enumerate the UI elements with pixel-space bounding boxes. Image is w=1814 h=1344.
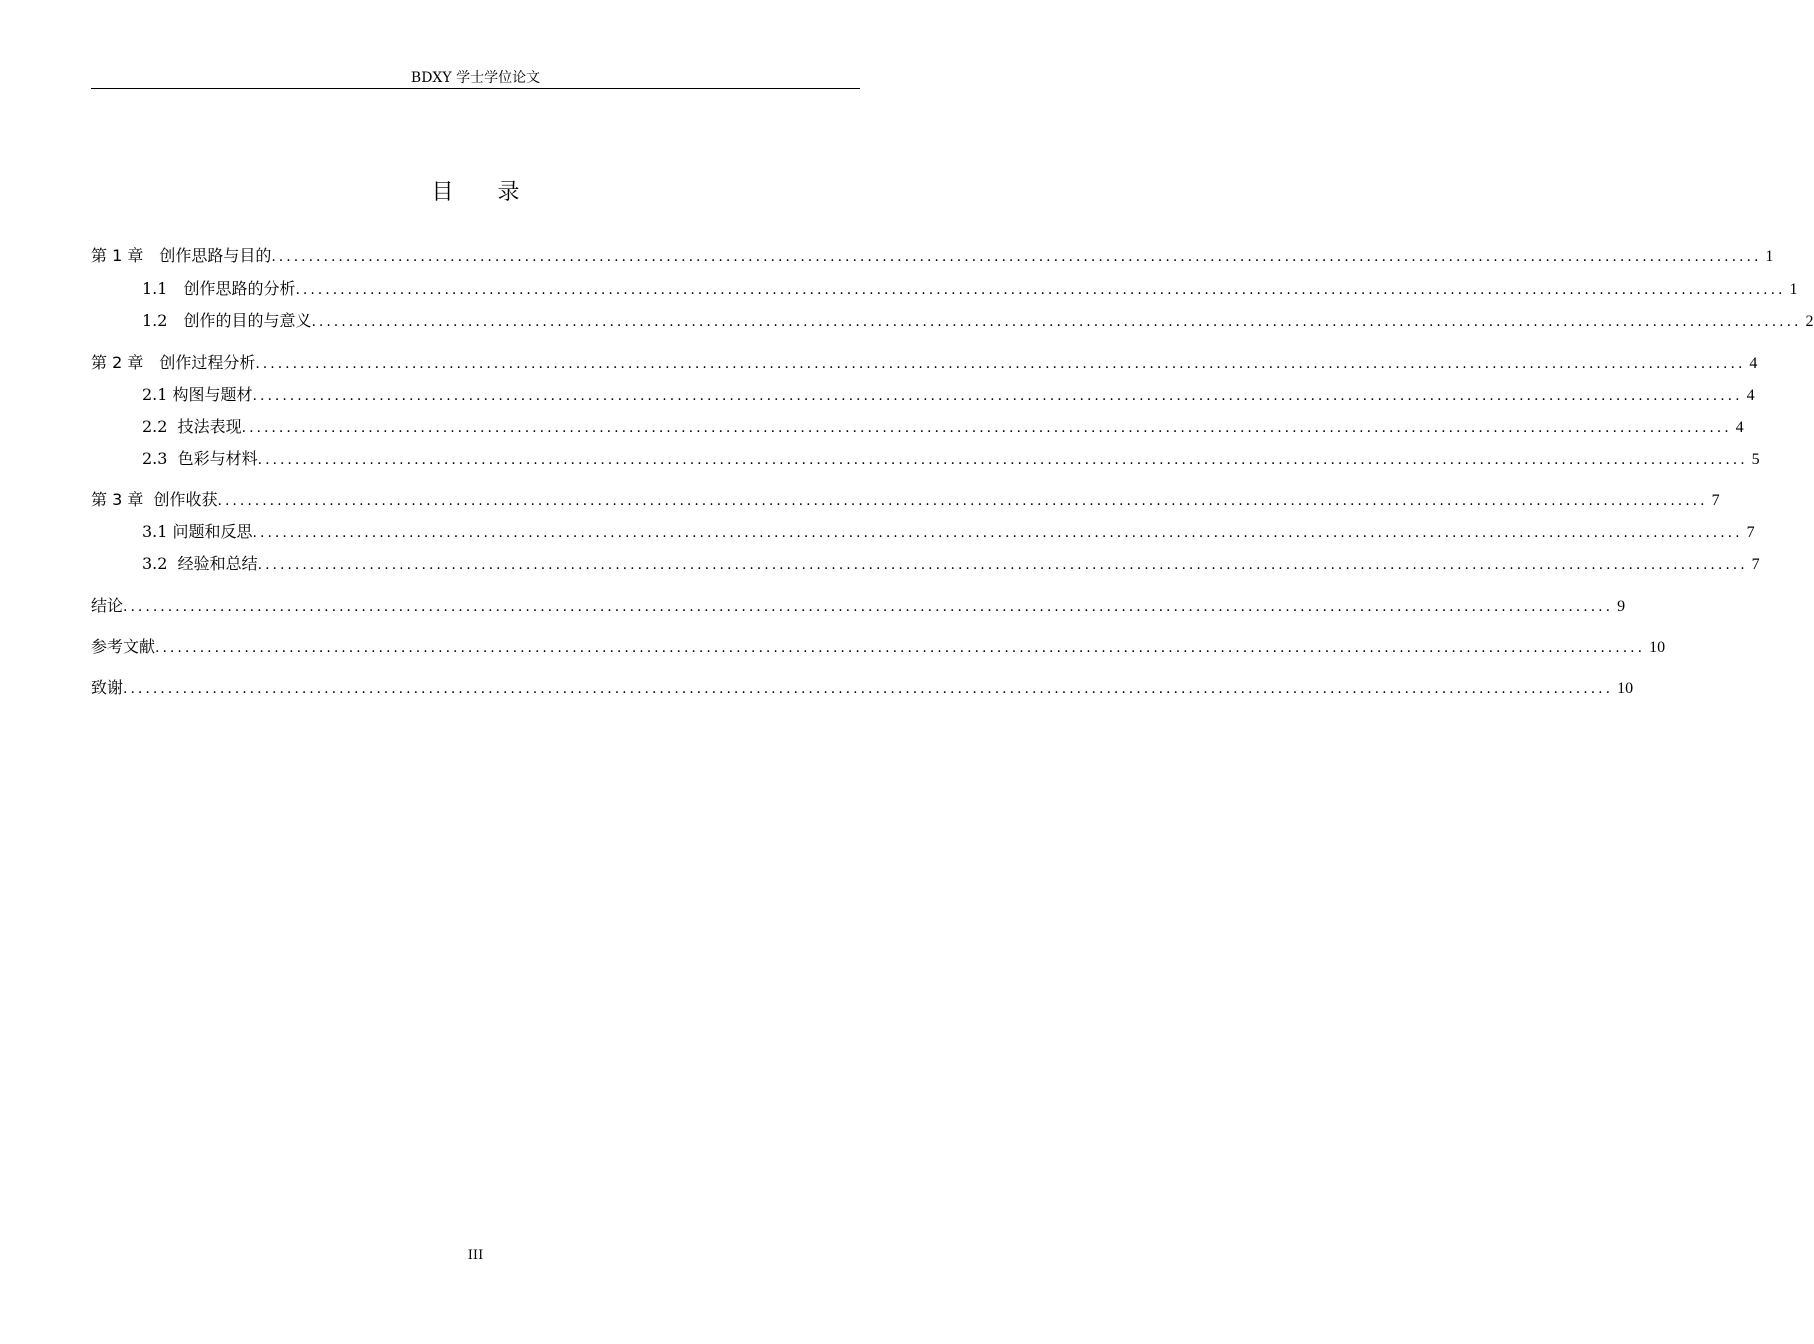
toc-entry-page: 4 (1746, 387, 1755, 404)
dot-leader: ........................................................................................................................................................................................................ (295, 282, 1786, 298)
toc-entry-page: 7 (1746, 524, 1755, 541)
toc-entry-label: 第 3 章 创作收获 (91, 490, 218, 509)
toc-entry[interactable] (91, 634, 1666, 660)
toc-entry[interactable] (91, 675, 1634, 701)
toc-entry-page: 1 (1789, 281, 1798, 298)
toc-entry[interactable] (91, 519, 1755, 545)
toc-entry[interactable] (91, 243, 1774, 269)
toc-entry-label: 参考文献 (91, 637, 156, 656)
dot-leader: ........................................................................................................................................................................................................ (252, 525, 1743, 541)
toc-entry-page: 4 (1749, 355, 1758, 372)
dot-leader: ........................................................................................................................................................................................................ (217, 493, 1708, 509)
toc-entry-page: 7 (1751, 556, 1760, 573)
toc-entry-label: 2.1 构图与题材 (142, 385, 253, 404)
toc-entry-label: 第 2 章 创作过程分析 (91, 353, 256, 372)
dot-leader: ........................................................................................................................................................................................................ (255, 356, 1746, 372)
dot-leader: ........................................................................................................................................................................................................ (252, 388, 1743, 404)
toc-entry-label: 结论 (91, 596, 124, 615)
toc-entry-label: 3.2 经验和总结 (142, 554, 258, 573)
toc-entry-label: 2.3 色彩与材料 (142, 449, 258, 468)
toc-entry[interactable] (91, 382, 1755, 408)
toc-entry-page: 7 (1711, 492, 1720, 509)
dot-leader: ........................................................................................................................................................................................................ (123, 599, 1614, 615)
toc-entry-page: 10 (1649, 639, 1666, 656)
toc-entry-page: 9 (1617, 598, 1626, 615)
toc-entry[interactable] (91, 350, 1758, 376)
toc-entry-label: 3.1 问题和反思 (142, 522, 253, 541)
toc-entry-label: 1.2 创作的目的与意义 (142, 311, 312, 330)
running-header: BDXY 学士学位论文 (410, 70, 541, 86)
toc-entry-label: 致谢 (91, 678, 124, 697)
toc-entry-page: 4 (1735, 419, 1744, 436)
toc-entry[interactable] (91, 308, 1814, 334)
dot-leader: ........................................................................................................................................................................................................ (257, 557, 1748, 573)
toc-entry[interactable] (91, 414, 1744, 440)
toc-entry-page: 5 (1751, 451, 1760, 468)
header-rule (91, 88, 860, 89)
page-number: III (467, 1248, 484, 1263)
dot-leader: ........................................................................................................................................................................................................ (271, 249, 1762, 265)
toc-entry[interactable] (91, 446, 1760, 472)
toc-entry-label: 第 1 章 创作思路与目的 (91, 246, 272, 265)
toc-entry-page: 1 (1765, 248, 1774, 265)
toc-entry-label: 2.2 技法表现 (142, 417, 242, 436)
toc-entry[interactable] (91, 487, 1720, 513)
dot-leader: ........................................................................................................................................................................................................ (257, 452, 1748, 468)
dot-leader: ........................................................................................................................................................................................................ (241, 420, 1732, 436)
toc-title: 目录 (431, 180, 564, 205)
toc-entry[interactable] (91, 551, 1760, 577)
toc-entry[interactable] (91, 593, 1626, 619)
toc-entry-page: 10 (1617, 680, 1634, 697)
toc-entry-label: 1.1 创作思路的分析 (142, 279, 296, 298)
dot-leader: ........................................................................................................................................................................................................ (123, 681, 1614, 697)
dot-leader: ........................................................................................................................................................................................................ (311, 314, 1802, 330)
toc-entry-page: 2 (1805, 313, 1814, 330)
toc-entry[interactable] (91, 276, 1798, 302)
dot-leader: ........................................................................................................................................................................................................ (155, 640, 1646, 656)
